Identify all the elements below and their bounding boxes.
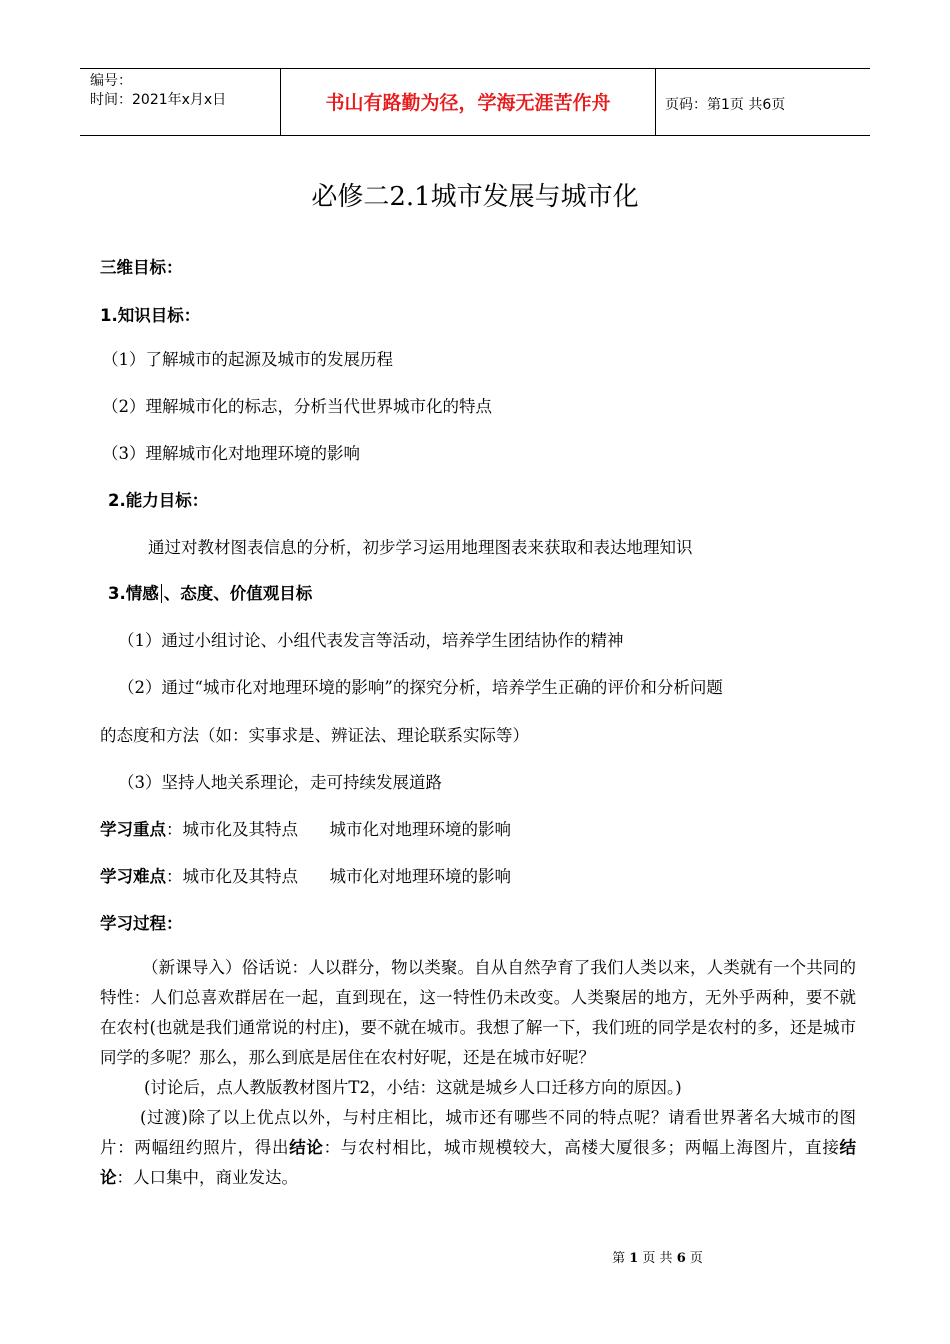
emotion-item-continued: 的态度和方法（如：实事求是、辨证法、理论联系实际等） (100, 726, 529, 745)
goals-heading: 三维目标： (100, 258, 183, 277)
knowledge-item: （3）理解城市化对地理环境的影响 (102, 444, 360, 463)
key-point (100, 816, 511, 840)
header-divider-left (280, 68, 281, 136)
difficult-point-label: 学习难点 (100, 867, 166, 886)
header-rule-bottom (80, 135, 870, 136)
footer-page-number: 1 (629, 1251, 639, 1266)
emotion-item: （3）坚持人地关系理论，走可持续发展道路 (118, 773, 442, 792)
conclusion-label: 结论 (100, 1138, 857, 1187)
transition-paragraph (100, 1103, 856, 1193)
time-label: 时间：2021年x月x日 (90, 92, 227, 108)
key-point-label: 学习重点 (100, 820, 166, 839)
header-page-info: 页码：第1页 共6页 (665, 97, 786, 113)
emotion-heading-part2: 、态度、价值观目标 (163, 584, 313, 603)
emotion-item: （1）通过小组讨论、小组代表发言等活动，培养学生团结协作的精神 (118, 631, 624, 650)
ability-text: 通过对教材图表信息的分析，初步学习运用地理图表来获取和表达地理知识 (148, 538, 693, 557)
knowledge-heading: 1.知识目标： (100, 306, 201, 325)
process-body (100, 953, 856, 1193)
transition-text: ：与农村相比，城市规模较大，高楼大厦很多；两幅上海图片，直接 (323, 1138, 840, 1157)
knowledge-item: （2）理解城市化的标志，分析当代世界城市化的特点 (102, 397, 492, 416)
ability-heading: 2.能力目标： (108, 491, 209, 510)
number-label: 编号： (90, 73, 132, 89)
difficult-point-text: ：城市化及其特点 城市化对地理环境的影响 (166, 867, 511, 886)
emotion-item: （2）通过“城市化对地理环境的影响”的探究分析，培养学生正确的评价和分析问题 (118, 678, 723, 697)
emotion-heading-part1: 3.情感 (108, 584, 159, 603)
process-heading: 学习过程： (100, 914, 183, 933)
text-cursor (161, 584, 162, 603)
transition-text: (过渡)除了以上优点以外，与村庄相比，城市还有哪些不同的特点呢？请看世界著名大城市的图片：两幅纽约照片，得出 (100, 1108, 856, 1157)
difficult-point (100, 863, 511, 887)
intro-paragraph: （新课导入）俗话说：人以群分，物以类聚。自从自然孕育了我们人类以来，人类就有一个共同的特性：人们总喜欢群居在一起，直到现在，这一特性仍未改变。人类聚居的地方，无外乎两种，要不就在农村(也就是我们通常说的村庄)，要不就在城市。我想了解一下，我们班的同学是农村的多，还是城市同学的多呢？那么，那么到底是居住在农村好呢，还是在城市好呢？ (100, 958, 856, 1067)
knowledge-item: （1）了解城市的起源及城市的发展历程 (102, 350, 393, 369)
page-footer: 第 1 页 共 6 页 (612, 1251, 703, 1266)
footer-total-pages: 6 (676, 1251, 686, 1266)
header-motto: 书山有路勤为径，学海无涯苦作舟 (325, 92, 611, 114)
discussion-note: (讨论后，点人教版教材图片T2，小结：这就是城乡人口迁移方向的原因。) (144, 1078, 682, 1097)
emotion-heading (108, 580, 312, 604)
header-meta (90, 72, 226, 110)
key-point-text: ：城市化及其特点 城市化对地理环境的影响 (166, 820, 511, 839)
page-title: 必修二2.1城市发展与城市化 (311, 182, 639, 212)
transition-text: ：人口集中，商业发达。 (116, 1168, 298, 1187)
header-divider-right (655, 68, 656, 136)
conclusion-label: 结论 (289, 1138, 324, 1157)
header-rule-top (80, 68, 870, 69)
